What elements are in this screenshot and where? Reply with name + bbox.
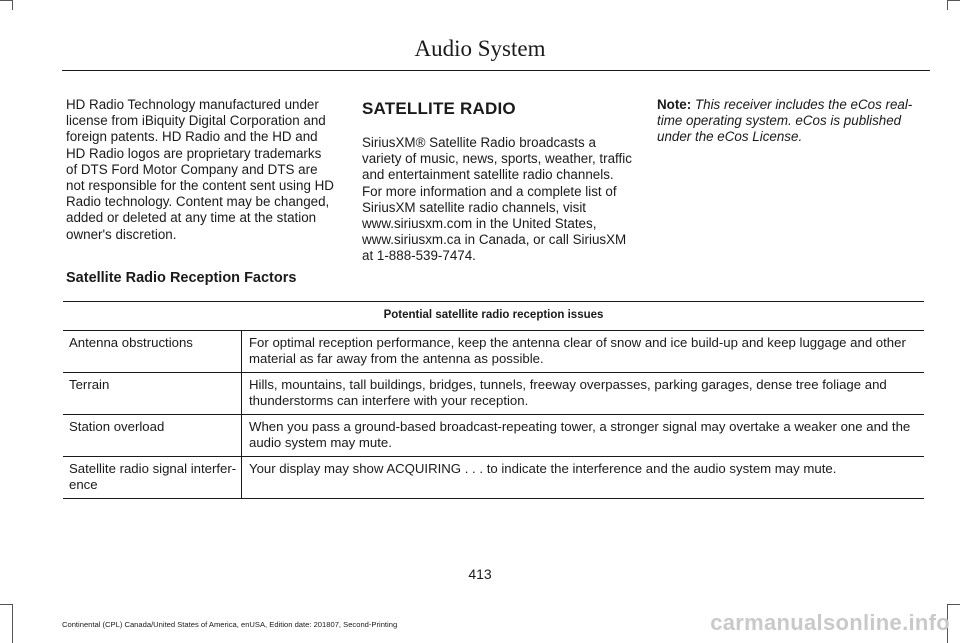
crop-mark-bottom-left-horizontal: [0, 604, 12, 605]
satellite-radio-paragraph: SiriusXM® Satellite Radio broadcasts a variety of music, news, sports, weather, traffic and entertainment satellite radio channels. For more information and a complete list of SiriusXM satellite radio channels, visit www.siriusxm.com in the United States, www.siriusxm.ca in Canada, or call SiriusXM at 1-888-539-7474.: [362, 135, 632, 264]
table-row: [63, 373, 924, 415]
table-cell-factor: Satellite radio signal interfer-ence: [63, 457, 242, 499]
crop-mark-top-right-vertical: [947, 0, 948, 10]
satellite-radio-heading: SATELLITE RADIO: [362, 99, 516, 118]
header-divider: [62, 70, 930, 71]
table-cell-description: When you pass a ground-based broadcast-repeating tower, a stronger signal may overtake a weaker one and the audio system may mute.: [242, 415, 925, 457]
hd-radio-paragraph: HD Radio Technology manufactured under license from iBiquity Digital Corporation and foreign patents. HD Radio and the HD and HD Radio logos are proprietary trademarks of DTS Ford Motor Company and DTS are not responsible for the content sent using HD Radio technology. Content may be changed, added or deleted at any time at the station owner's discretion.: [66, 97, 334, 242]
reception-issues-table: [63, 301, 924, 499]
table-row: [63, 415, 924, 457]
crop-mark-top-left-horizontal: [0, 0, 12, 1]
crop-mark-top-right-horizontal: [948, 0, 960, 1]
table-row: [63, 331, 924, 373]
note-paragraph: [657, 97, 927, 146]
table-cell-description: Your display may show ACQUIRING . . . to indicate the interference and the audio system may mute.: [242, 457, 925, 499]
reception-factors-heading: Satellite Radio Reception Factors: [66, 270, 297, 286]
table-cell-factor: Terrain: [63, 373, 242, 415]
column-satellite-radio: [362, 97, 632, 265]
table-cell-description: Hills, mountains, tall buildings, bridges, tunnels, freeway overpasses, parking garages, dense tree foliage and thunderstorms can interfere with your reception.: [242, 373, 925, 415]
edition-footer: Continental (CPL) Canada/United States of America, enUSA, Edition date: 201807, Second-Printing: [62, 620, 398, 629]
note-label: Note:: [657, 97, 692, 112]
crop-mark-bottom-right-horizontal: [948, 604, 960, 605]
column-note: [657, 97, 927, 146]
table-title: Potential satellite radio reception issues: [63, 302, 924, 331]
page-number: 413: [468, 566, 492, 582]
crop-mark-bottom-left-vertical: [12, 604, 13, 643]
section-title: Audio System: [414, 36, 546, 61]
table-cell-factor: Station overload: [63, 415, 242, 457]
table-cell-factor: Antenna obstructions: [63, 331, 242, 373]
table-header-row: [63, 302, 924, 331]
table-row: [63, 457, 924, 499]
note-text: This receiver includes the eCos real-time operating system. eCos is published under the eCos License.: [657, 97, 913, 145]
watermark: carmanualsonline.info: [710, 610, 950, 635]
column-hd-radio: [66, 97, 336, 243]
table-cell-description: For optimal reception performance, keep the antenna clear of snow and ice build-up and keep luggage and other material as far away from the antenna as possible.: [242, 331, 925, 373]
crop-mark-top-left-vertical: [12, 0, 13, 10]
